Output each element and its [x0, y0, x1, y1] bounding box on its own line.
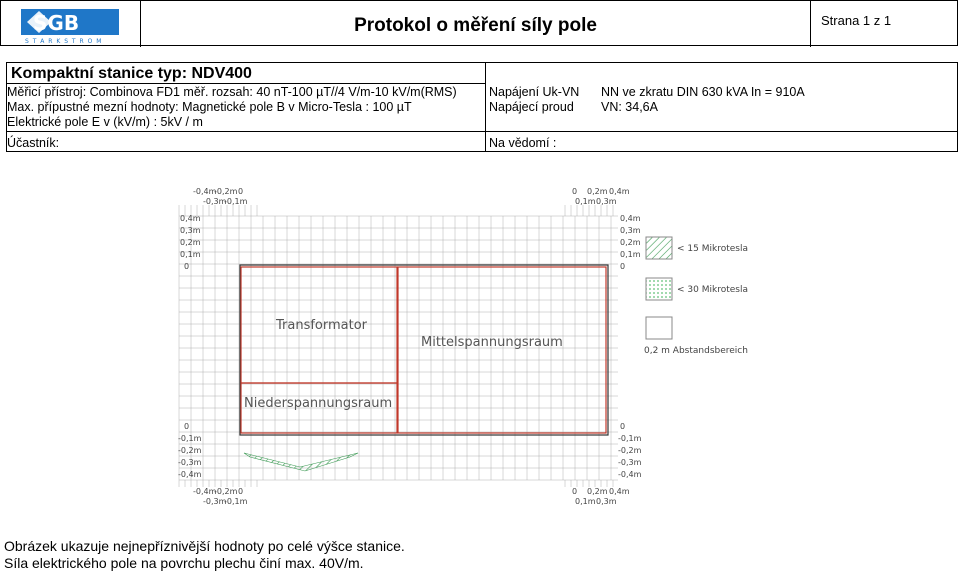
tick-bottom-left-2: -0,2m [214, 487, 238, 496]
logo-cell [1, 1, 141, 47]
ticks-bottom-left [193, 487, 248, 506]
legend-hatched-label: < 15 Mikrotesla [677, 244, 748, 254]
tick-top-right-3: 0,4m [609, 187, 630, 196]
tick-bottom-right-5: 0,3m [596, 497, 617, 506]
title-cell [141, 1, 811, 47]
tick-side-lr-1: 0 [620, 422, 626, 431]
ticks-side-lower-right [618, 422, 642, 479]
tick-top-left-1: -0,4m [193, 187, 217, 196]
supply-label: Napájení Uk-VN [489, 85, 580, 99]
tick-bottom-right-3: 0,4m [609, 487, 630, 496]
tick-side-ll-2: -0,1m [178, 434, 202, 443]
tick-side-lr-4: -0,3m [618, 458, 642, 467]
tick-side-ul-3: 0,2m [180, 238, 201, 247]
tick-side-ll-5: -0,4m [178, 470, 202, 479]
legend-empty-swatch [646, 317, 672, 339]
ticks-top-right [572, 187, 630, 206]
tick-side-ur-3: 0,2m [620, 238, 641, 247]
efield-line: Elektrické pole E v (kV/m) : 5kV / m [7, 115, 203, 129]
supply-value: NN ve zkratu DIN 630 kVA In = 910A [601, 85, 805, 99]
current-value: VN: 34,6A [601, 100, 658, 114]
current-label: Napájecí proud [489, 100, 574, 114]
page-number: Strana 1 z 1 [821, 13, 892, 28]
tick-bottom-left-1: -0,4m [193, 487, 217, 496]
info-divider-station [7, 83, 485, 84]
tick-side-ul-1: 0,4m [180, 214, 201, 223]
room-transformer-label: Transformator [276, 318, 368, 333]
ticks-side-upper-right [620, 214, 641, 271]
tick-top-right-1: 0 [572, 187, 578, 196]
tick-side-ll-4: -0,3m [178, 458, 202, 467]
room-low-voltage-label: Niederspannungsraum [244, 396, 393, 411]
tick-bottom-left-4: -0,3m [203, 497, 227, 506]
tick-top-right-5: 0,3m [596, 197, 617, 206]
notice-label: Na vědomí : [489, 136, 557, 150]
tick-side-ll-3: -0,2m [178, 446, 202, 455]
tick-side-lr-2: -0,1m [618, 434, 642, 443]
tick-side-ur-2: 0,3m [620, 226, 641, 235]
tick-side-ul-4: 0,1m [180, 250, 201, 259]
footer-line-2: Síla elektrického pole na povrchu plechu činí max. 40V/m. [4, 555, 364, 571]
legend-hatched-swatch [646, 237, 672, 259]
ticks-top-left [193, 187, 248, 206]
tick-top-right-2: 0,2m [587, 187, 608, 196]
tick-side-ur-4: 0,1m [620, 250, 641, 259]
tick-bottom-right-1: 0 [572, 487, 578, 496]
floor-plan-drawing [0, 175, 960, 510]
tick-bottom-left-5: -0,1m [224, 497, 248, 506]
legend-dotted-swatch [646, 278, 672, 300]
info-table [6, 62, 958, 152]
info-divider-vertical [485, 63, 486, 151]
tick-top-left-2: -0,2m [214, 187, 238, 196]
header [0, 0, 958, 46]
logo-text: SGB [33, 11, 80, 35]
tick-top-left-3: 0 [238, 187, 244, 196]
info-divider-bottom [7, 131, 957, 132]
tick-side-ul-2: 0,3m [180, 226, 201, 235]
tick-top-right-4: 0,1m [575, 197, 596, 206]
tick-top-left-4: -0,3m [203, 197, 227, 206]
limits-line: Max. přípustné mezní hodnoty: Magnetické pole B v Micro-Tesla : 100 µT [7, 100, 412, 114]
tick-top-left-5: -0,1m [224, 197, 248, 206]
tick-side-ul-5: 0 [184, 262, 190, 271]
tick-bottom-right-4: 0,1m [575, 497, 596, 506]
legend-empty-label: 0,2 m Abstandsbereich [644, 346, 748, 356]
legend-dotted-label: < 30 Mikrotesla [677, 285, 748, 295]
tick-side-ur-5: 0 [620, 262, 626, 271]
footer-line-1: Obrázek ukazuje nejnepříznivější hodnoty po celé výšce stanice. [4, 538, 405, 554]
ticks-side-upper-left [180, 214, 201, 271]
room-medium-voltage-label: Mittelspannungsraum [421, 335, 563, 350]
sgb-logo [21, 9, 121, 45]
page-title: Protokol o měření síly pole [354, 15, 597, 36]
tick-bottom-right-2: 0,2m [587, 487, 608, 496]
tick-side-lr-3: -0,2m [618, 446, 642, 455]
ticks-bottom-right [572, 487, 630, 506]
tick-side-ur-1: 0,4m [620, 214, 641, 223]
instrument-line: Měřicí přístroj: Combinova FD1 měř. rozsah: 40 nT-100 µT//4 V/m-10 kV/m(RMS) [7, 85, 457, 99]
field-region-15ut [244, 453, 358, 471]
ticks-side-lower-left [178, 422, 202, 479]
logo-subtext: S T A R K S T R O M [25, 38, 103, 45]
tick-side-lr-5: -0,4m [618, 470, 642, 479]
tick-bottom-left-3: 0 [238, 487, 244, 496]
station-type: Kompaktní stanice typ: NDV400 [11, 65, 252, 82]
participant-label: Účastník: [7, 136, 60, 150]
tick-side-ll-1: 0 [184, 422, 190, 431]
